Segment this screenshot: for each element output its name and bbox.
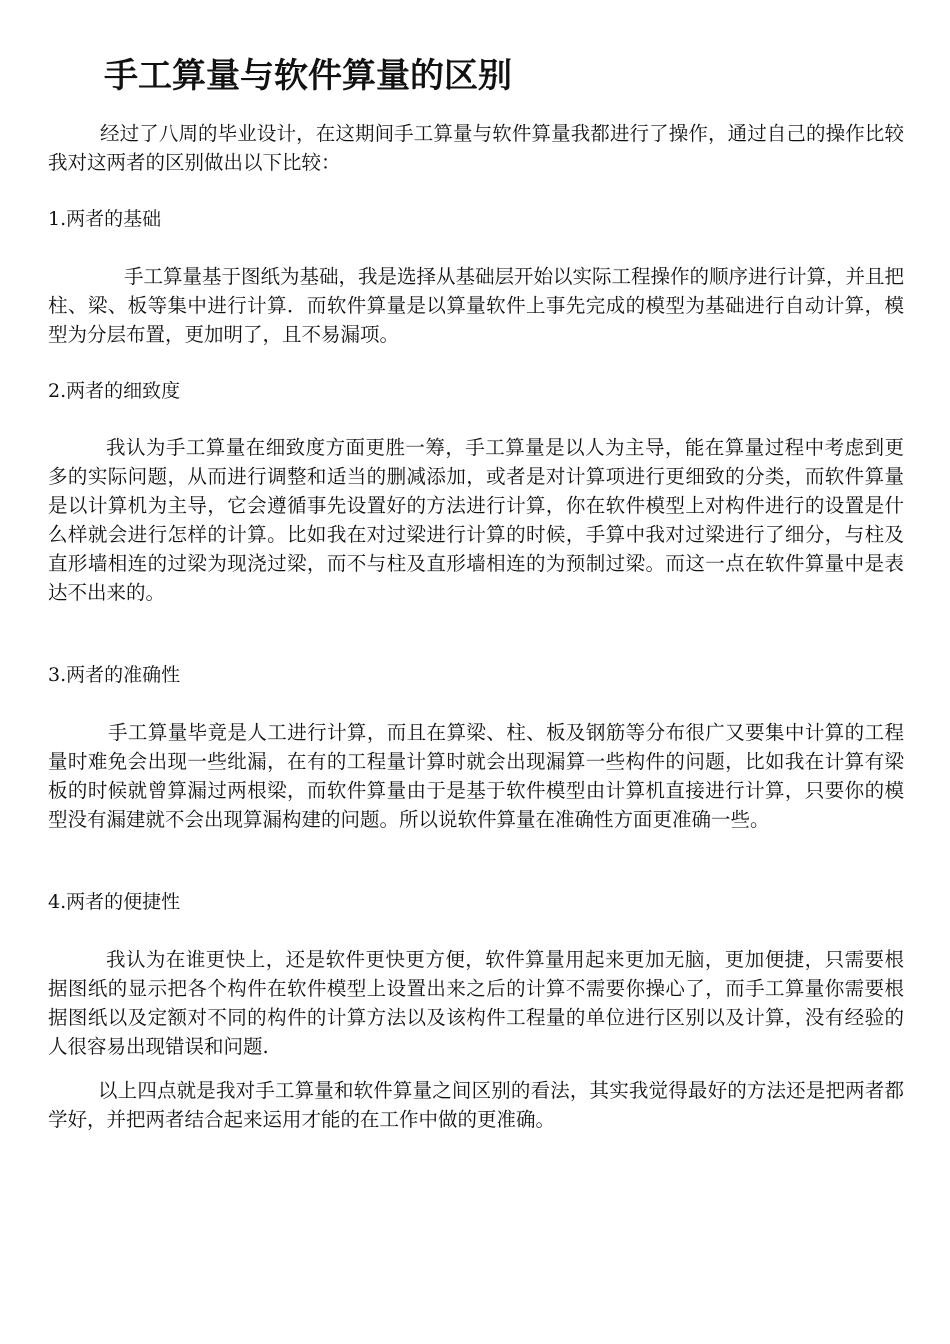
intro-paragraph: 经过了八周的毕业设计，在这期间手工算量与软件算量我都进行了操作，通过自己的操作比较我对这两者的区别做出以下比较：: [48, 122, 904, 174]
section-2-heading: 2.两者的细致度: [48, 380, 181, 402]
section-4-body: 我认为在谁更快上，还是软件更快更方便，软件算量用起来更加无脑，更加便捷，只需要根据图纸的显示把各个构件在软件模型上设置出来之后的计算不需要你操心了，而手工算量你需要根据图纸以及定额对不同的构件的计算方法以及该构件工程量的单位进行区别以及计算，没有经验的人很容易出现错误和问题.: [48, 948, 904, 1058]
section-4-heading: 4.两者的便捷性: [48, 891, 181, 913]
document-title: 手工算量与软件算量的区别: [104, 56, 512, 96]
section-1-heading: 1.两者的基础: [48, 208, 162, 230]
section-1-body: 手工算量基于图纸为基础，我是选择从基础层开始以实际工程操作的顺序进行计算，并且把柱、梁、板等集中进行计算．而软件算量是以算量软件上事先完成的模型为基础进行自动计算，模型为分层布置，更加明了，且不易漏项。: [48, 265, 905, 346]
section-3-body: 手工算量毕竟是人工进行计算，而且在算梁、柱、板及钢筋等分布很广又要集中计算的工程量时难免会出现一些纰漏，在有的工程量计算时就会出现漏算一些构件的问题，比如我在计算有梁板的时候就曾算漏过两根梁，而软件算量由于是基于软件模型由计算机直接进行计算，只要你的模型没有漏建就不会出现算漏构建的问题。所以说软件算量在准确性方面更准确一些。: [48, 721, 904, 831]
section-2-body: 我认为手工算量在细致度方面更胜一筹，手工算量是以人为主导，能在算量过程中考虑到更多的实际问题，从而进行调整和适当的删减添加，或者是对计算项进行更细致的分类，而软件算量是以计算机为主导，它会遵循事先设置好的方法进行计算，你在软件模型上对构件进行的设置是什么样就会进行怎样的计算。比如我在对过梁进行计算的时候，手算中我对过梁进行了细分，与柱及直形墙相连的过梁为现浇过梁，而不与柱及直形墙相连的为预制过梁。而这一点在软件算量中是表达不出来的。: [48, 436, 904, 604]
conclusion-paragraph: 以上四点就是我对手工算量和软件算量之间区别的看法，其实我觉得最好的方法还是把两者都学好，并把两者结合起来运用才能的在工作中做的更准确。: [48, 1079, 904, 1131]
section-3-heading: 3.两者的准确性: [48, 664, 181, 686]
